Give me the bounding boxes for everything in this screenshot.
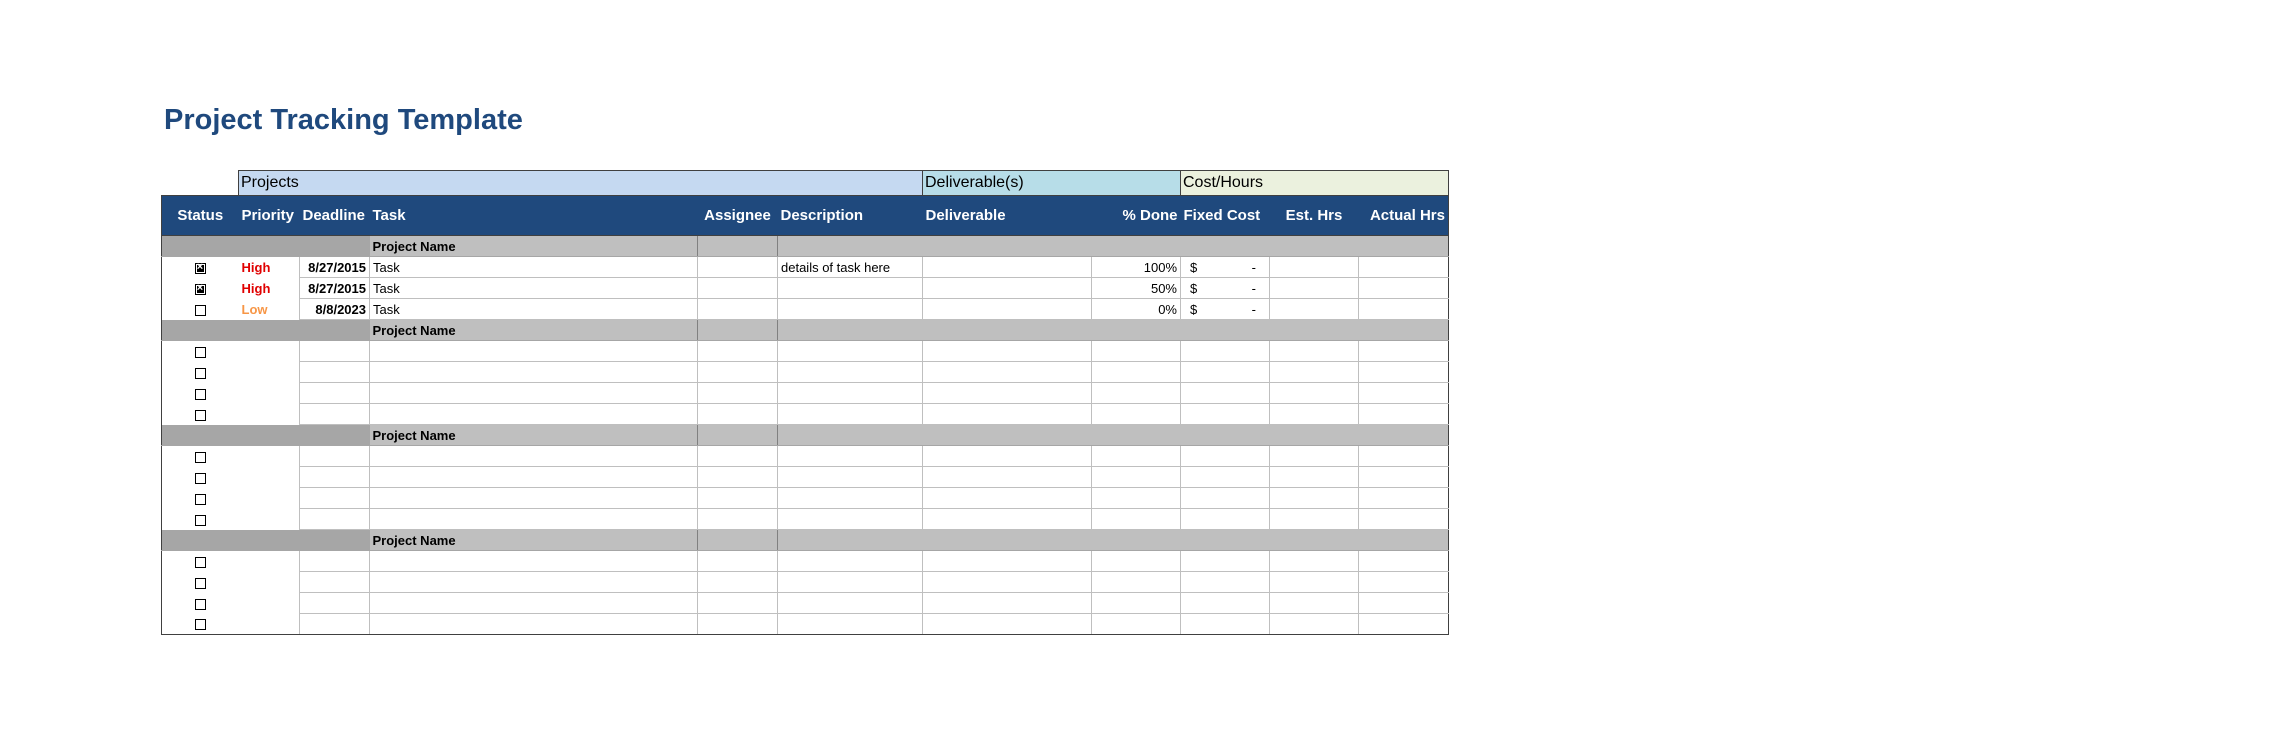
task-row <box>162 257 1449 278</box>
description-cell[interactable] <box>778 467 923 488</box>
pct-done-cell[interactable] <box>1092 572 1181 593</box>
status-checkbox[interactable] <box>195 557 206 568</box>
est-hrs-cell[interactable] <box>1270 383 1359 404</box>
project-name[interactable]: Project Name <box>370 425 698 446</box>
tracking-table <box>161 170 1449 635</box>
col-fixed-cost[interactable]: Fixed Cost <box>1181 196 1270 236</box>
task-cell[interactable] <box>370 341 698 362</box>
col-task[interactable]: Task <box>370 196 698 236</box>
assignee-cell[interactable] <box>698 383 778 404</box>
task-cell[interactable]: Task <box>370 278 698 299</box>
deadline-cell[interactable] <box>300 488 370 509</box>
status-checkbox[interactable] <box>195 578 206 589</box>
task-cell[interactable] <box>370 509 698 530</box>
status-cell <box>162 572 239 593</box>
priority-cell[interactable] <box>239 551 300 572</box>
est-hrs-cell[interactable] <box>1270 257 1359 278</box>
deadline-cell[interactable] <box>300 614 370 635</box>
project-row <box>162 320 1449 341</box>
status-checkbox[interactable] <box>195 599 206 610</box>
status-checkbox[interactable] <box>195 619 206 630</box>
description-cell[interactable] <box>778 488 923 509</box>
status-checkbox[interactable] <box>195 494 206 505</box>
description-cell[interactable] <box>778 572 923 593</box>
status-cell <box>162 593 239 614</box>
col-assignee[interactable]: Assignee <box>698 196 778 236</box>
task-row <box>162 551 1449 572</box>
assignee-cell[interactable] <box>698 572 778 593</box>
actual-hrs-cell[interactable] <box>1359 341 1449 362</box>
task-row <box>162 488 1449 509</box>
actual-hrs-cell[interactable] <box>1359 257 1449 278</box>
currency-symbol: $ <box>1190 301 1198 317</box>
deliverable-cell[interactable] <box>923 593 1092 614</box>
fixed-cost-cell[interactable] <box>1181 383 1270 404</box>
task-row <box>162 614 1449 635</box>
group-projects: Projects <box>239 171 923 196</box>
priority-cell[interactable] <box>239 362 300 383</box>
assignee-cell[interactable] <box>698 257 778 278</box>
deliverable-cell[interactable] <box>923 551 1092 572</box>
col-status[interactable]: Status <box>162 196 239 236</box>
description-cell[interactable] <box>778 383 923 404</box>
deliverable-cell[interactable] <box>923 257 1092 278</box>
assignee-cell[interactable] <box>698 488 778 509</box>
priority-cell[interactable]: Low <box>239 299 300 320</box>
task-row <box>162 362 1449 383</box>
deadline-cell[interactable] <box>300 362 370 383</box>
actual-hrs-cell[interactable] <box>1359 551 1449 572</box>
col-actual-hrs[interactable]: Actual Hrs <box>1359 196 1449 236</box>
status-checkbox[interactable] <box>195 305 206 316</box>
description-cell[interactable] <box>778 362 923 383</box>
fixed-cost-cell[interactable] <box>1181 299 1270 320</box>
priority-cell[interactable] <box>239 614 300 635</box>
pct-done-cell[interactable]: 50% <box>1092 278 1181 299</box>
fixed-cost-cell[interactable] <box>1181 446 1270 467</box>
currency-symbol: $ <box>1190 259 1198 275</box>
fixed-cost-cell[interactable] <box>1181 341 1270 362</box>
deadline-cell[interactable] <box>300 593 370 614</box>
pct-done-cell[interactable]: 100% <box>1092 257 1181 278</box>
fixed-cost-cell[interactable] <box>1181 278 1270 299</box>
actual-hrs-cell[interactable] <box>1359 467 1449 488</box>
actual-hrs-cell[interactable] <box>1359 404 1449 425</box>
fixed-cost-cell[interactable] <box>1181 551 1270 572</box>
status-cell <box>162 257 239 278</box>
est-hrs-cell[interactable] <box>1270 509 1359 530</box>
task-row <box>162 467 1449 488</box>
task-row <box>162 383 1449 404</box>
priority-cell[interactable] <box>239 404 300 425</box>
est-hrs-cell[interactable] <box>1270 299 1359 320</box>
status-checkbox[interactable] <box>195 452 206 463</box>
status-cell <box>162 488 239 509</box>
deadline-cell[interactable] <box>300 341 370 362</box>
deadline-cell[interactable] <box>300 509 370 530</box>
fixed-cost-cell[interactable] <box>1181 614 1270 635</box>
priority-cell[interactable] <box>239 446 300 467</box>
priority-cell[interactable] <box>239 509 300 530</box>
deliverable-cell[interactable] <box>923 404 1092 425</box>
deadline-cell[interactable]: 8/8/2023 <box>300 299 370 320</box>
description-cell[interactable] <box>778 404 923 425</box>
description-cell[interactable]: details of task here <box>778 257 923 278</box>
pct-done-cell[interactable] <box>1092 341 1181 362</box>
est-hrs-cell[interactable] <box>1270 278 1359 299</box>
status-cell <box>162 509 239 530</box>
status-checkbox[interactable] <box>195 347 206 358</box>
col-description[interactable]: Description <box>778 196 923 236</box>
task-row <box>162 341 1449 362</box>
status-checkbox[interactable] <box>195 515 206 526</box>
task-row <box>162 446 1449 467</box>
cost-value: - <box>1251 301 1256 317</box>
column-header-row <box>162 196 1449 236</box>
task-row <box>162 593 1449 614</box>
assignee-cell[interactable] <box>698 509 778 530</box>
status-cell <box>162 614 239 635</box>
description-cell[interactable] <box>778 614 923 635</box>
deliverable-cell[interactable] <box>923 488 1092 509</box>
fixed-cost-cell[interactable] <box>1181 404 1270 425</box>
priority-cell[interactable] <box>239 593 300 614</box>
deadline-cell[interactable] <box>300 383 370 404</box>
status-checkbox[interactable] <box>195 263 206 274</box>
pct-done-cell[interactable] <box>1092 362 1181 383</box>
fixed-cost-cell[interactable] <box>1181 257 1270 278</box>
task-cell[interactable] <box>370 404 698 425</box>
status-cell <box>162 551 239 572</box>
deadline-cell[interactable] <box>300 404 370 425</box>
status-cell <box>162 467 239 488</box>
status-checkbox[interactable] <box>195 389 206 400</box>
group-deliverables: Deliverable(s) <box>923 171 1181 196</box>
project-row <box>162 530 1449 551</box>
deliverable-cell[interactable] <box>923 341 1092 362</box>
task-cell[interactable]: Task <box>370 299 698 320</box>
fixed-cost-cell[interactable] <box>1181 509 1270 530</box>
task-cell[interactable] <box>370 551 698 572</box>
est-hrs-cell[interactable] <box>1270 467 1359 488</box>
fixed-cost-cell[interactable] <box>1181 593 1270 614</box>
description-cell[interactable] <box>778 341 923 362</box>
priority-cell[interactable] <box>239 572 300 593</box>
description-cell[interactable] <box>778 593 923 614</box>
priority-cell[interactable] <box>239 341 300 362</box>
description-cell[interactable] <box>778 299 923 320</box>
deliverable-cell[interactable] <box>923 446 1092 467</box>
task-cell[interactable] <box>370 572 698 593</box>
status-cell <box>162 446 239 467</box>
priority-cell[interactable]: High <box>239 257 300 278</box>
task-cell[interactable] <box>370 362 698 383</box>
deliverable-cell[interactable] <box>923 299 1092 320</box>
pct-done-cell[interactable] <box>1092 593 1181 614</box>
status-cell <box>162 341 239 362</box>
project-name[interactable]: Project Name <box>370 530 698 551</box>
assignee-cell[interactable] <box>698 299 778 320</box>
task-cell[interactable] <box>370 446 698 467</box>
actual-hrs-cell[interactable] <box>1359 509 1449 530</box>
group-cost-hours: Cost/Hours <box>1181 171 1449 196</box>
deliverable-cell[interactable] <box>923 278 1092 299</box>
actual-hrs-cell[interactable] <box>1359 278 1449 299</box>
cost-value: - <box>1251 259 1256 275</box>
priority-cell[interactable]: High <box>239 278 300 299</box>
est-hrs-cell[interactable] <box>1270 446 1359 467</box>
task-row <box>162 572 1449 593</box>
actual-hrs-cell[interactable] <box>1359 488 1449 509</box>
description-cell[interactable] <box>778 278 923 299</box>
task-row <box>162 404 1449 425</box>
task-row <box>162 299 1449 320</box>
fixed-cost-cell[interactable] <box>1181 488 1270 509</box>
assignee-cell[interactable] <box>698 341 778 362</box>
description-cell[interactable] <box>778 551 923 572</box>
status-checkbox[interactable] <box>195 473 206 484</box>
est-hrs-cell[interactable] <box>1270 341 1359 362</box>
task-cell[interactable] <box>370 593 698 614</box>
col-pct-done[interactable]: % Done <box>1092 196 1181 236</box>
assignee-cell[interactable] <box>698 278 778 299</box>
deadline-cell[interactable] <box>300 551 370 572</box>
deliverable-cell[interactable] <box>923 509 1092 530</box>
task-cell[interactable] <box>370 614 698 635</box>
actual-hrs-cell[interactable] <box>1359 572 1449 593</box>
description-cell[interactable] <box>778 509 923 530</box>
status-cell <box>162 383 239 404</box>
status-cell <box>162 362 239 383</box>
project-row <box>162 425 1449 446</box>
actual-hrs-cell[interactable] <box>1359 614 1449 635</box>
actual-hrs-cell[interactable] <box>1359 593 1449 614</box>
task-row <box>162 278 1449 299</box>
currency-symbol: $ <box>1190 280 1198 296</box>
pct-done-cell[interactable] <box>1092 467 1181 488</box>
deadline-cell[interactable] <box>300 467 370 488</box>
deliverable-cell[interactable] <box>923 383 1092 404</box>
priority-cell[interactable] <box>239 488 300 509</box>
priority-cell[interactable] <box>239 383 300 404</box>
pct-done-cell[interactable] <box>1092 488 1181 509</box>
pct-done-cell[interactable] <box>1092 404 1181 425</box>
priority-cell[interactable] <box>239 467 300 488</box>
project-name[interactable]: Project Name <box>370 236 698 257</box>
col-priority[interactable]: Priority <box>239 196 300 236</box>
cost-value: - <box>1251 280 1256 296</box>
deliverable-cell[interactable] <box>923 614 1092 635</box>
task-cell[interactable] <box>370 488 698 509</box>
assignee-cell[interactable] <box>698 467 778 488</box>
task-cell[interactable] <box>370 383 698 404</box>
col-est-hrs[interactable]: Est. Hrs <box>1270 196 1359 236</box>
pct-done-cell[interactable]: 0% <box>1092 299 1181 320</box>
status-cell <box>162 278 239 299</box>
fixed-cost-cell[interactable] <box>1181 572 1270 593</box>
fixed-cost-cell[interactable] <box>1181 467 1270 488</box>
project-row <box>162 236 1449 257</box>
description-cell[interactable] <box>778 446 923 467</box>
actual-hrs-cell[interactable] <box>1359 446 1449 467</box>
actual-hrs-cell[interactable] <box>1359 362 1449 383</box>
est-hrs-cell[interactable] <box>1270 362 1359 383</box>
fixed-cost-cell[interactable] <box>1181 362 1270 383</box>
pct-done-cell[interactable] <box>1092 446 1181 467</box>
est-hrs-cell[interactable] <box>1270 614 1359 635</box>
col-deadline[interactable]: Deadline <box>300 196 370 236</box>
group-header-row <box>162 171 1449 196</box>
pct-done-cell[interactable] <box>1092 509 1181 530</box>
deliverable-cell[interactable] <box>923 572 1092 593</box>
assignee-cell[interactable] <box>698 593 778 614</box>
est-hrs-cell[interactable] <box>1270 404 1359 425</box>
status-cell <box>162 299 239 320</box>
deadline-cell[interactable] <box>300 446 370 467</box>
col-deliverable[interactable]: Deliverable <box>923 196 1092 236</box>
pct-done-cell[interactable] <box>1092 383 1181 404</box>
status-cell <box>162 404 239 425</box>
est-hrs-cell[interactable] <box>1270 572 1359 593</box>
task-cell[interactable] <box>370 467 698 488</box>
pct-done-cell[interactable] <box>1092 614 1181 635</box>
assignee-cell[interactable] <box>698 614 778 635</box>
deadline-cell[interactable]: 8/27/2015 <box>300 278 370 299</box>
est-hrs-cell[interactable] <box>1270 593 1359 614</box>
assignee-cell[interactable] <box>698 362 778 383</box>
deadline-cell[interactable]: 8/27/2015 <box>300 257 370 278</box>
pct-done-cell[interactable] <box>1092 551 1181 572</box>
status-checkbox[interactable] <box>195 284 206 295</box>
assignee-cell[interactable] <box>698 404 778 425</box>
task-cell[interactable]: Task <box>370 257 698 278</box>
assignee-cell[interactable] <box>698 446 778 467</box>
deliverable-cell[interactable] <box>923 362 1092 383</box>
actual-hrs-cell[interactable] <box>1359 299 1449 320</box>
task-row <box>162 509 1449 530</box>
assignee-cell[interactable] <box>698 551 778 572</box>
project-name[interactable]: Project Name <box>370 320 698 341</box>
actual-hrs-cell[interactable] <box>1359 383 1449 404</box>
page-title: Project Tracking Template <box>164 104 523 136</box>
est-hrs-cell[interactable] <box>1270 488 1359 509</box>
status-checkbox[interactable] <box>195 410 206 421</box>
status-checkbox[interactable] <box>195 368 206 379</box>
deliverable-cell[interactable] <box>923 467 1092 488</box>
deadline-cell[interactable] <box>300 572 370 593</box>
est-hrs-cell[interactable] <box>1270 551 1359 572</box>
